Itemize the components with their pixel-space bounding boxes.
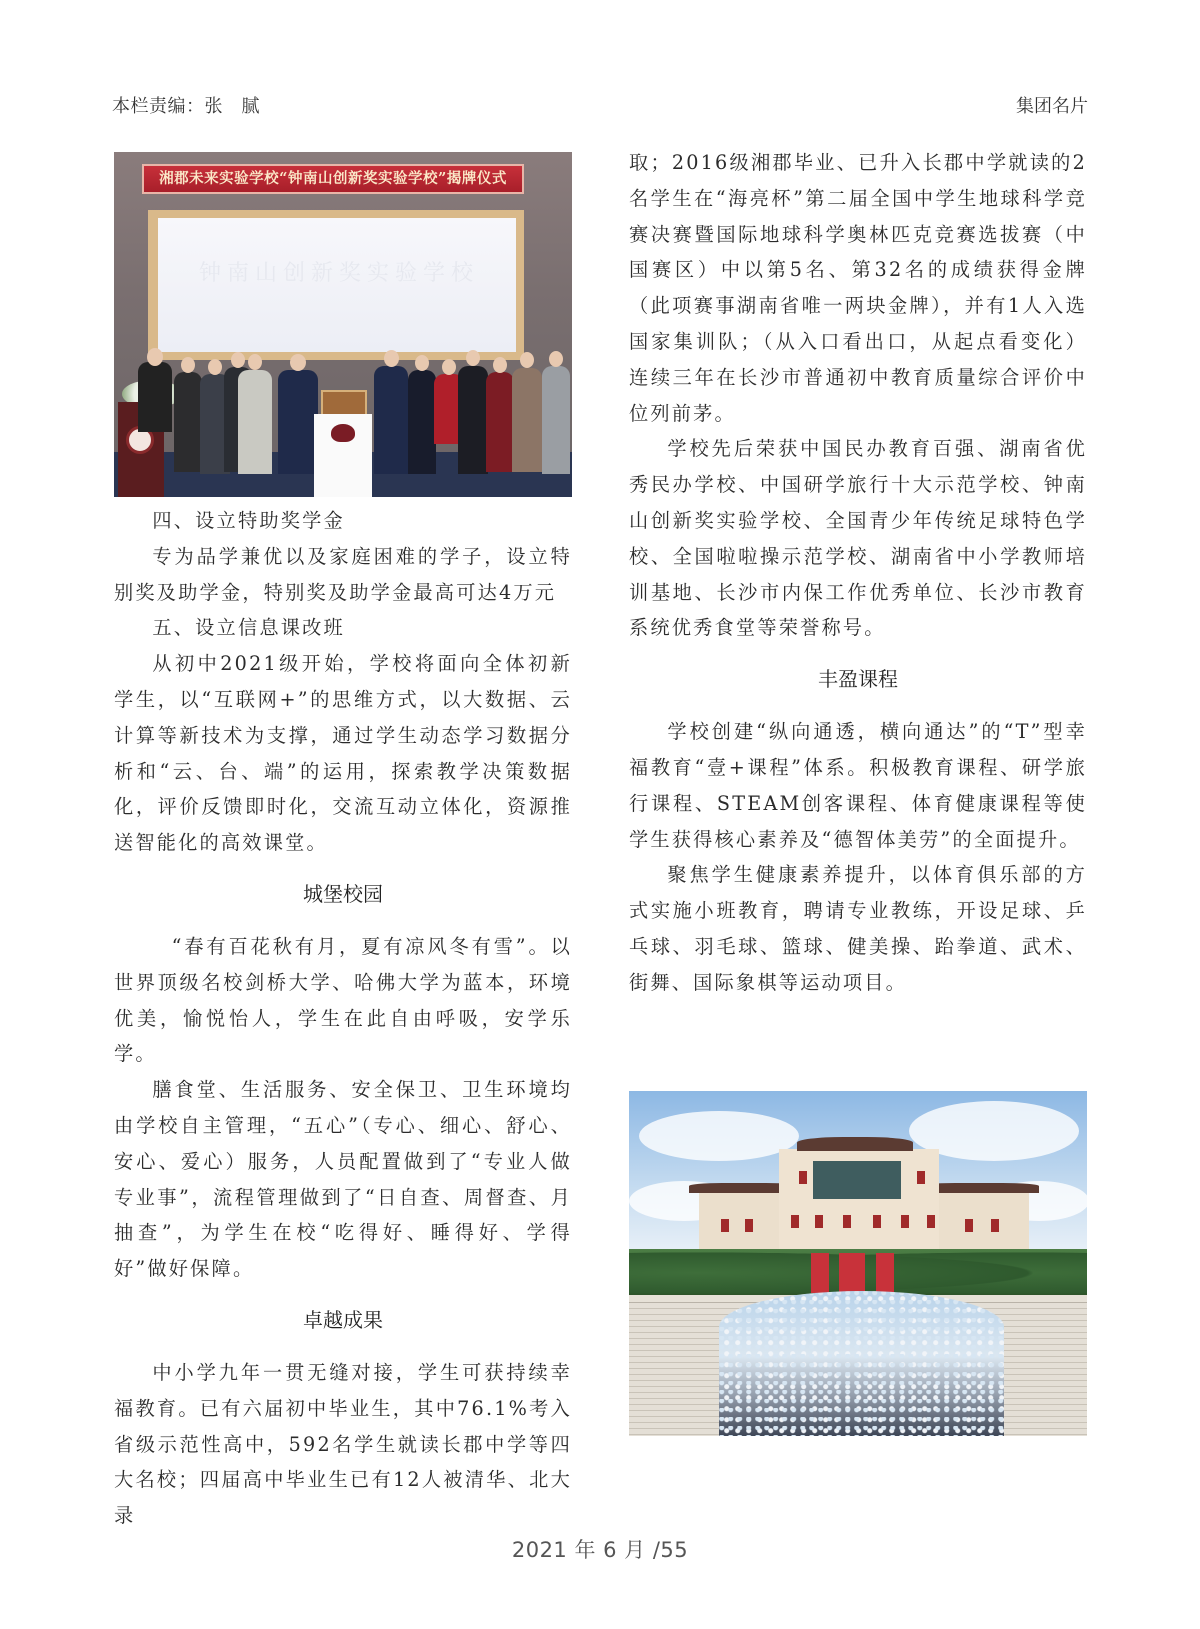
- screen-text: 钟南山创新奖实验学校: [198, 261, 479, 286]
- roof-main: [797, 1137, 913, 1151]
- red-banner: [876, 1253, 894, 1293]
- window: [745, 1219, 753, 1232]
- person-head: [290, 354, 306, 371]
- item4-title: 四、设立特助奖学金: [152, 509, 345, 532]
- building-right-wing: [929, 1191, 1029, 1251]
- person: [408, 370, 436, 474]
- section-label: 集团名片: [1016, 96, 1088, 117]
- achievements-continued: 取；2016级湘郡毕业、已升入长郡中学就读的2名学生在“海亮杯”第二届全国中学生地球科学竞赛决赛暨国际地球科学奥林匹克竞赛选拔赛（中国赛区）中以第5名、第32名的成绩获得金牌（此项赛事湖南省唯一两块金牌），并有1人入选国家集训队；（从入口看出口，从起点看变化）连续三年在长沙市普通初中教育质量综合评价中位列前茅。: [629, 151, 1087, 425]
- window: [843, 1215, 851, 1228]
- courses-para-2: 聚焦学生健康素养提升，以体育俱乐部的方式实施小班教育，聘请专业教练，开设足球、乒乓球、羽毛球、篮球、健美操、跆拳道、武术、街舞、国际象棋等运动项目。: [629, 863, 1087, 994]
- person-head: [248, 354, 262, 370]
- person-head: [231, 352, 245, 368]
- person-head: [549, 351, 563, 367]
- sign-logo-icon: [331, 424, 355, 442]
- item4-body: 专为品学兼优以及家庭困难的学子，设立特别奖及助学金，特别奖及助学金最高可达4万元: [114, 544, 572, 604]
- window: [927, 1215, 935, 1228]
- window: [873, 1215, 881, 1228]
- ceremony-photo: [114, 152, 572, 497]
- person: [374, 366, 408, 474]
- window: [901, 1215, 909, 1228]
- person-head: [442, 359, 456, 375]
- heading-rich-courses: 丰盈课程: [818, 667, 898, 692]
- window: [791, 1215, 799, 1228]
- red-banner: [839, 1253, 865, 1293]
- heading-achievements: 卓越成果: [303, 1307, 383, 1332]
- left-column: [114, 152, 572, 1534]
- window: [991, 1219, 999, 1232]
- person-head: [147, 348, 163, 366]
- person: [542, 366, 570, 474]
- campus-para-1: “春有百花秋有月，夏有凉风冬有雪”。以世界顶级名校剑桥大学、哈佛大学为蓝本，环境优美，愉悦怡人，学生在此自由呼吸，安学乐学。: [114, 934, 572, 1066]
- column-editor-label: 本栏责编：张 腻: [112, 96, 260, 117]
- cloud: [639, 1111, 799, 1161]
- person: [486, 372, 514, 472]
- person: [458, 366, 488, 474]
- person-head: [384, 350, 399, 367]
- right-column: [629, 145, 1087, 1001]
- red-banner: [811, 1253, 829, 1293]
- window: [815, 1215, 823, 1228]
- person-head: [520, 352, 534, 368]
- item5-body: 从初中2021级开始，学校将面向全体初新学生，以“互联网+”的思维方式，以大数据、云计算等新技术为支撑，通过学生动态学习数据分析和“云、台、端”的运用，探索教学决策数据化，评价反馈即时化，交流互动立体化，资源推送智能化的高效课堂。: [114, 652, 572, 855]
- person-head: [466, 350, 480, 366]
- window: [965, 1219, 973, 1232]
- window: [917, 1171, 925, 1184]
- ceremony-banner: 湘郡未来实验学校“钟南山创新奖实验学校”揭牌仪式: [142, 164, 524, 194]
- person-head: [415, 355, 429, 371]
- campus-para-2: 膳食堂、生活服务、安全保卫、卫生环境均由学校自主管理，“五心”（专心、细心、舒心、安心、爱心）服务，人员配置做到了“专业人做专业事”，流程管理做到了“日自查、周督查、月抽查”，为学生在校“吃得好、睡得好、学得好”做好保障。: [114, 1078, 572, 1281]
- person-head: [181, 357, 195, 373]
- person: [278, 370, 318, 474]
- building-left-wing: [699, 1191, 789, 1251]
- building-glass-facade: [813, 1161, 901, 1199]
- item5-title: 五、设立信息课改班: [152, 616, 345, 640]
- person: [138, 362, 172, 432]
- person: [174, 372, 202, 472]
- person-head: [208, 359, 222, 375]
- student-crowd: [719, 1291, 1004, 1436]
- honors-para: 学校先后荣获中国民办教育百强、湖南省优秀民办学校、中国研学旅行十大示范学校、钟南山创新奖实验学校、全国青少年传统足球特色学校、全国啦啦操示范学校、湖南省中小学教师培训基地、长沙市内保工作优秀单位、长沙市教育系统优秀食堂等荣誉称号。: [629, 437, 1087, 640]
- window: [799, 1171, 807, 1184]
- campus-group-photo: [629, 1091, 1087, 1436]
- page-footer: 2021 年 6 月 /55: [511, 1538, 689, 1562]
- achievements-para-1: 中小学九年一贯无缝对接，学生可获持续幸福教育。已有六届初中毕业生，其中76.1%考入省级示范性高中，592名学生就读长郡中学等四大名校；四届高中毕业生已有12人被清华、北大录: [114, 1360, 572, 1528]
- person: [512, 368, 542, 472]
- window: [721, 1219, 729, 1232]
- person-head: [493, 357, 507, 373]
- heading-castle-campus: 城堡校园: [303, 881, 383, 906]
- courses-para-1: 学校创建“纵向通透，横向通达”的“T”型幸福教育“壹+课程”体系。积极教育课程、研学旅行课程、STEAM创客课程、体育健康课程等使学生获得核心素养及“德智体美劳”的全面提升。: [629, 720, 1087, 851]
- person: [238, 370, 272, 474]
